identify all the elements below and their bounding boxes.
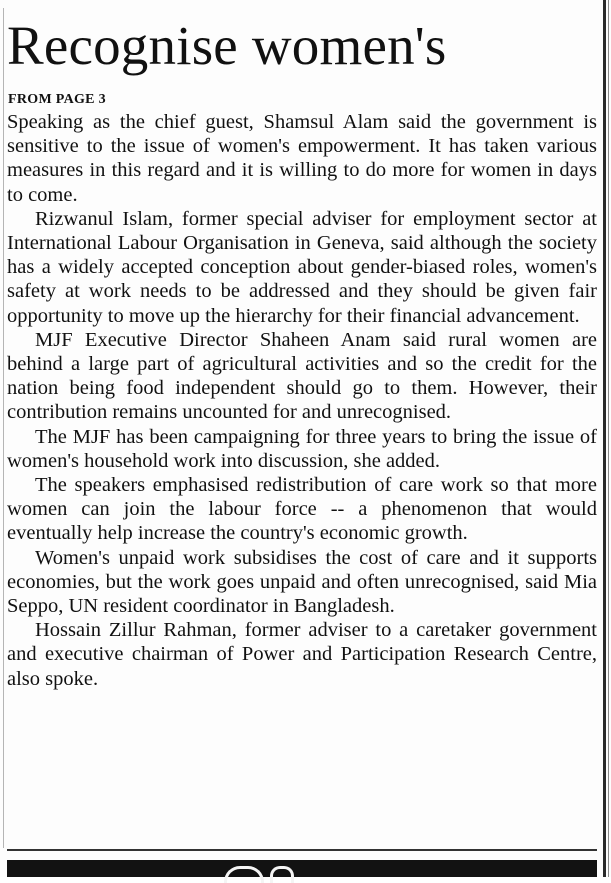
paragraph-3: MJF Executive Director Shaheen Anam said rural women are behind a large part of agricultural activities and so the credit for the nation being food independent should go to them. However, their contribution remains uncounted for and unrecognised. <box>7 328 597 424</box>
dateline: FROM PAGE 3 <box>8 92 106 107</box>
banner-lettering-fragment <box>224 866 264 883</box>
banner-lettering-fragment-2 <box>270 866 294 883</box>
bottom-rule <box>7 849 597 851</box>
paragraph-6: Women's unpaid work subsidises the cost of care and it supports economies, but the work goes unpaid and often unrecognised, said Mia Seppo, UN resident coordinator in Bangladesh. <box>7 546 597 618</box>
paragraph-4: The MJF has been campaigning for three years to bring the issue of women's household work into discussion, she added. <box>7 425 597 472</box>
article-body <box>7 110 597 691</box>
right-column-rule <box>603 0 606 877</box>
next-article-banner <box>7 860 597 877</box>
paragraph-1: Speaking as the chief guest, Shamsul Alam said the government is sensitive to the issue of women's empowerment. It has taken various measures in this regard and it is willing to do more for women in days to come. <box>7 111 597 206</box>
paragraph-2: Rizwanul Islam, former special adviser for employment sector at International Labour Organisation in Geneva, said although the society has a widely accepted conception about gender-biased roles, women's safety at work needs to be addressed and they should be given fair opportunity to move up the hierarchy for their financial advancement. <box>7 207 597 327</box>
left-column-rule <box>3 8 4 848</box>
paragraph-5: The speakers emphasised redistribution of care work so that more women can join the labour force -- a phenomenon that would eventually help increase the country's economic growth. <box>7 474 597 545</box>
paragraph-7: Hossain Zillur Rahman, former adviser to a caretaker government and executive chairman of Power and Participation Research Centre, also spoke. <box>7 619 597 690</box>
right-column-rule-thin <box>608 0 609 877</box>
headline: Recognise women's <box>7 15 447 76</box>
